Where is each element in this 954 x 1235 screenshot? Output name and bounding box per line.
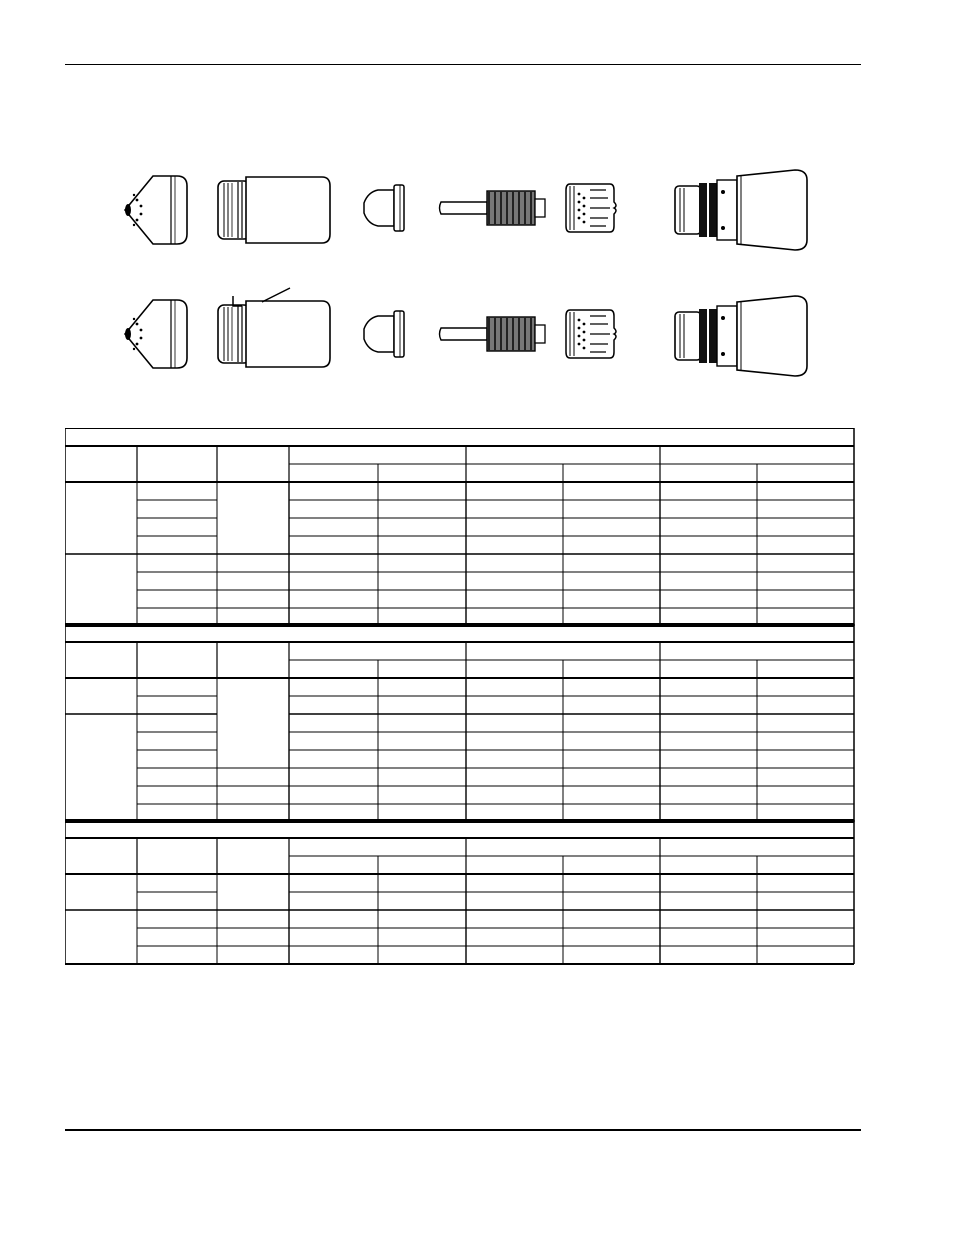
torch-body-drawing [675, 296, 807, 376]
nozzle-drawing [364, 185, 404, 231]
footer-rule [65, 1129, 861, 1131]
parts-row-2 [125, 288, 807, 376]
consumables-illustration [0, 0, 954, 420]
parts-row-1 [125, 170, 807, 250]
retaining-cap-ohmic-drawing [218, 301, 330, 367]
electrode-drawing [440, 317, 546, 351]
swirl-ring-drawing [566, 184, 616, 232]
shield-cap-drawing [125, 176, 187, 244]
torch-body-drawing [675, 170, 807, 250]
electrode-drawing [440, 191, 546, 225]
process-parameters-table [65, 428, 857, 968]
nozzle-drawing [364, 311, 404, 357]
shield-cap-drawing [125, 300, 187, 368]
retaining-cap-drawing [218, 177, 330, 243]
swirl-ring-drawing [566, 310, 616, 358]
